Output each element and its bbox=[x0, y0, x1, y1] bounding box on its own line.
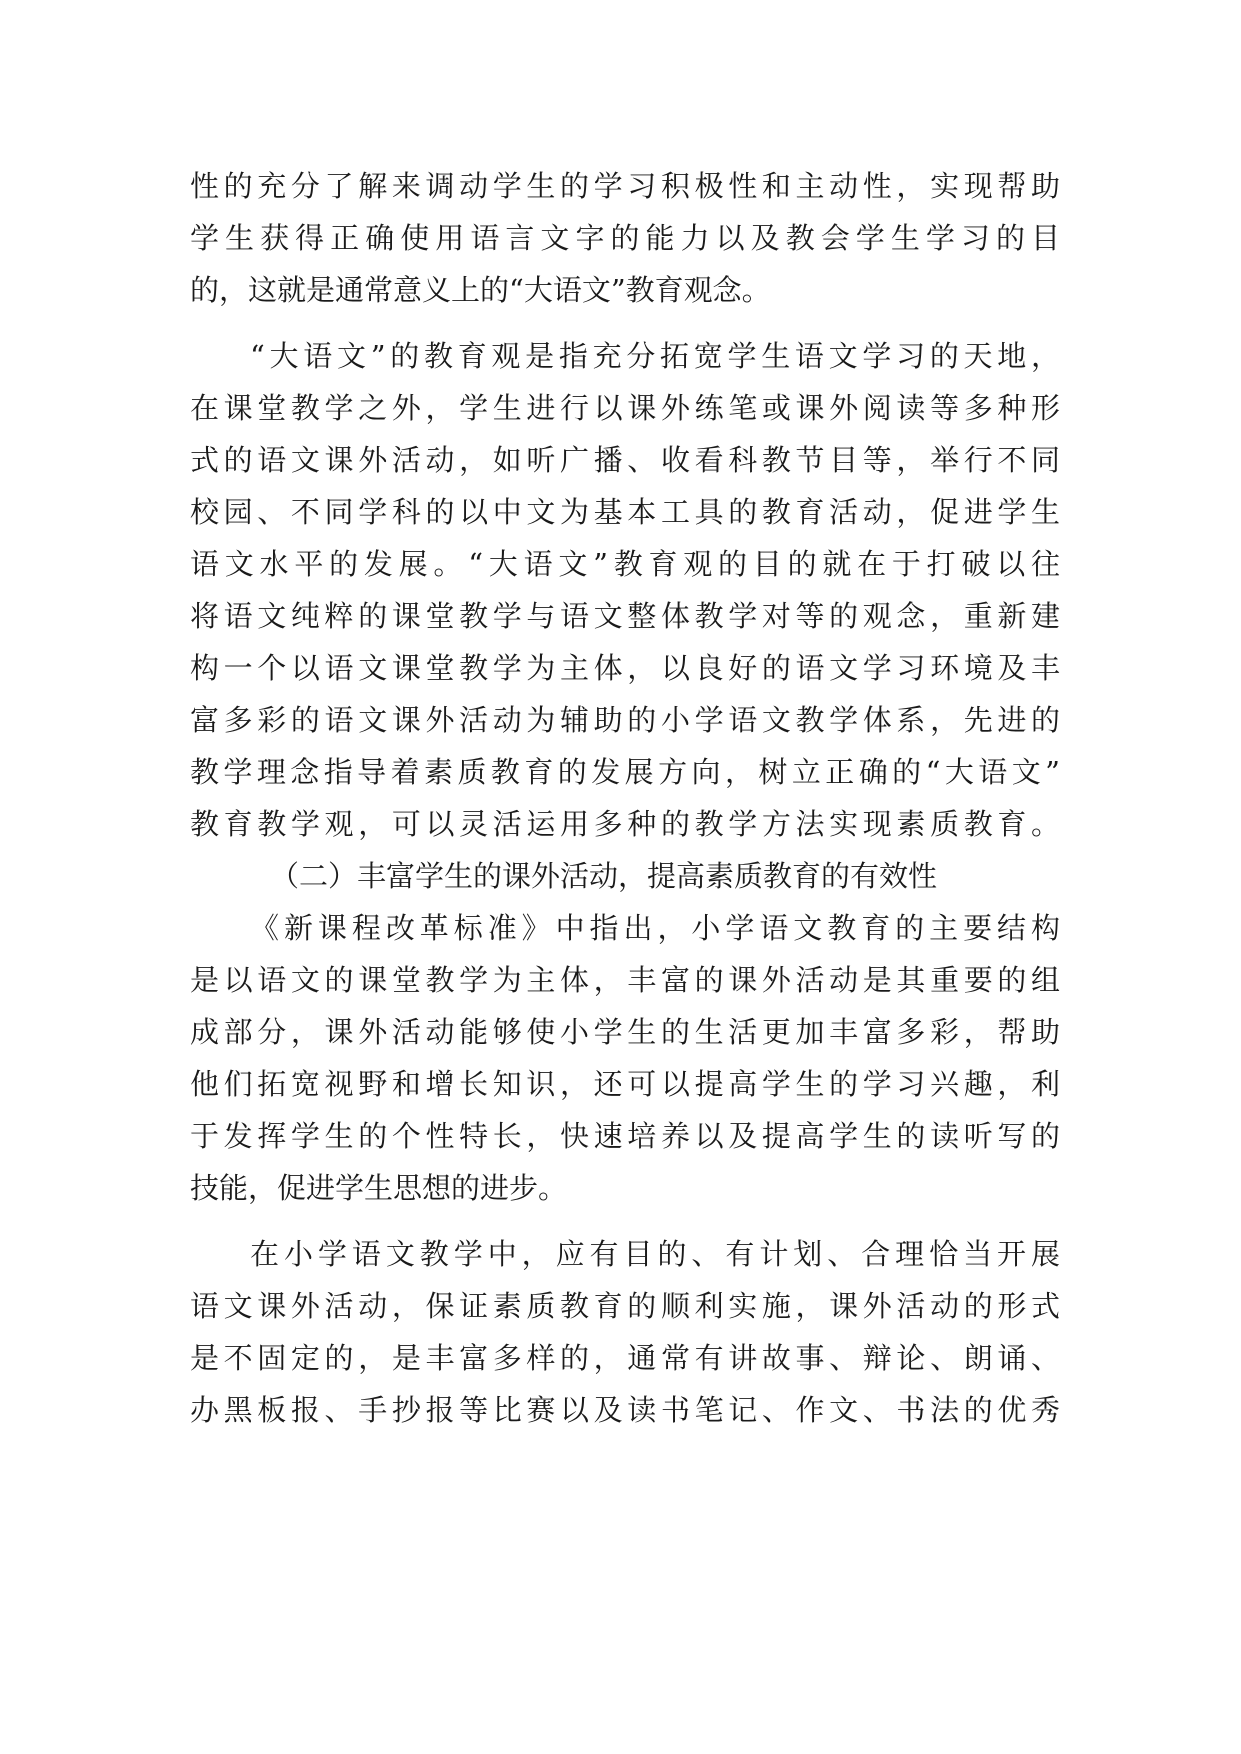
paragraph-first-line: 在小学语文教学中，应有目的、有计划、合理恰当开展 bbox=[250, 1237, 1060, 1271]
text-line: 语文课外活动，保证素质教育的顺利实施，课外活动的形式 bbox=[190, 1289, 1060, 1323]
text-line: 成部分，课外活动能够使小学生的生活更加丰富多彩，帮助 bbox=[190, 1015, 1060, 1049]
text-line: 构一个以语文课堂教学为主体，以良好的语文学习环境及丰 bbox=[190, 651, 1060, 685]
paragraph-first-line: “大语文”的教育观是指充分拓宽学生语文学习的天地， bbox=[250, 339, 1060, 373]
section-heading: （二）丰富学生的课外活动，提高素质教育的有效性 bbox=[270, 859, 938, 893]
text-line: 教学理念指导着素质教育的发展方向，树立正确的“大语文” bbox=[190, 755, 1060, 789]
text-line: 是以语文的课堂教学为主体，丰富的课外活动是其重要的组 bbox=[190, 963, 1060, 997]
text-line: 他们拓宽视野和增长知识，还可以提高学生的学习兴趣，利 bbox=[190, 1067, 1060, 1101]
text-line: 性的充分了解来调动学生的学习积极性和主动性，实现帮助 bbox=[190, 169, 1060, 203]
text-line: 将语文纯粹的课堂教学与语文整体教学对等的观念，重新建 bbox=[190, 599, 1060, 633]
text-line: 学生获得正确使用语言文字的能力以及教会学生学习的目 bbox=[190, 221, 1060, 255]
text-line: 在课堂教学之外，学生进行以课外练笔或课外阅读等多种形 bbox=[190, 391, 1060, 425]
text-line: 富多彩的语文课外活动为辅助的小学语文教学体系，先进的 bbox=[190, 703, 1060, 737]
text-line: 是不固定的，是丰富多样的，通常有讲故事、辩论、朗诵、 bbox=[190, 1341, 1060, 1375]
text-line: 教育教学观，可以灵活运用多种的教学方法实现素质教育。 bbox=[190, 807, 1060, 841]
text-line: 校园、不同学科的以中文为基本工具的教育活动，促进学生 bbox=[190, 495, 1060, 529]
text-line: 式的语文课外活动，如听广播、收看科教节目等，举行不同 bbox=[190, 443, 1060, 477]
text-line: 的，这就是通常意义上的“大语文”教育观念。 bbox=[190, 273, 771, 307]
text-line: 语文水平的发展。“大语文”教育观的目的就在于打破以往 bbox=[190, 547, 1060, 581]
text-line: 办黑板报、手抄报等比赛以及读书笔记、作文、书法的优秀 bbox=[190, 1393, 1060, 1427]
body-text bbox=[190, 160, 1060, 1436]
text-line: 于发挥学生的个性特长，快速培养以及提高学生的读听写的 bbox=[190, 1119, 1060, 1153]
text-line: 技能，促进学生思想的进步。 bbox=[190, 1171, 568, 1205]
paragraph-first-line: 《新课程改革标准》中指出，小学语文教育的主要结构 bbox=[250, 911, 1060, 945]
